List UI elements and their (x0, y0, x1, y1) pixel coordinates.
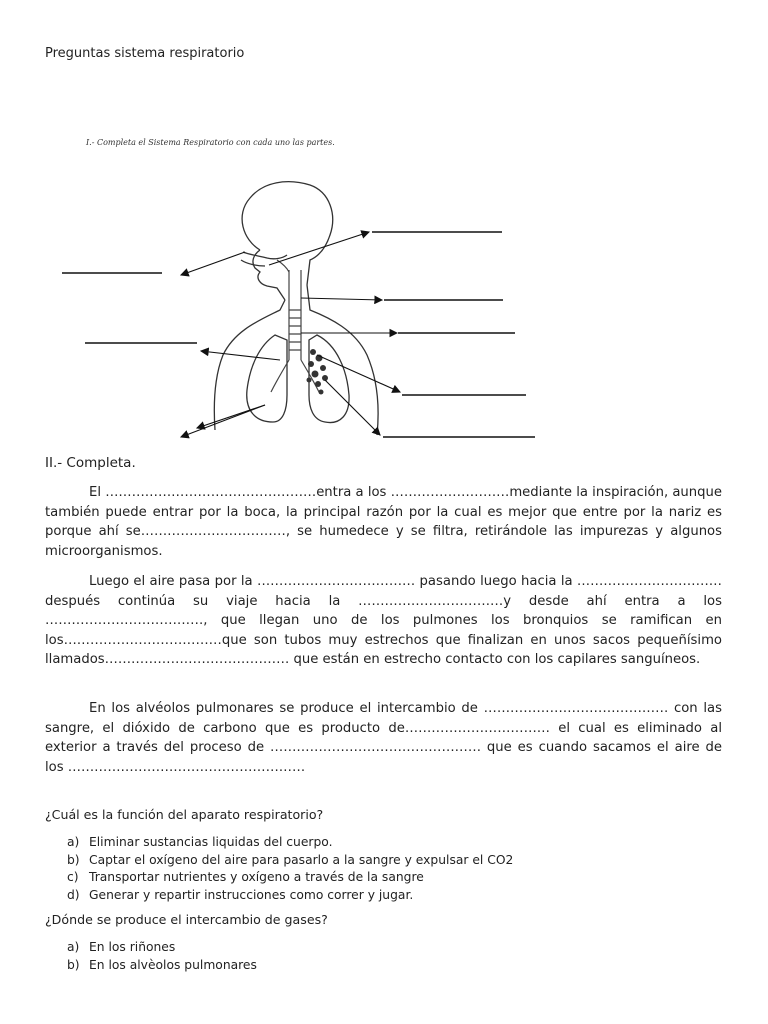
document-title: Preguntas sistema respiratorio (45, 46, 245, 61)
option-text: Generar y repartir instrucciones como correr y jugar. (89, 887, 414, 902)
paragraph-2: Luego el aire pasa por la ……………………………… pasando luego hacia la …………………………… después continúa su viaje hacia la ……………………………y desde ahí entra a los ………………………………, que llegan uno de los pulmones los bronquios se ramifican en los………………………………que son tubos muy estrechos que finalizan en unos sacos pequeñísimo llamados…………………………………… que están en estrecho contacto con los capilares sanguíneos. (45, 574, 722, 668)
question-1: ¿Cuál es la función del aparato respiratorio? (45, 807, 324, 822)
paragraph-3: En los alvéolos pulmonares se produce el intercambio de …………………………………… con las sangre, el dióxido de carbono que es producto de…………………………… el cual es eliminado al exterior a través del proceso de ………………………………………… que es cuando sacamos el aire de los ……………………………………………… (45, 701, 722, 775)
option-letter: d) (67, 887, 80, 902)
option-text: Captar el oxígeno del aire para pasarlo a la sangre y expulsar el CO2 (89, 852, 514, 867)
option-text: Eliminar sustancias liquidas del cuerpo. (89, 835, 333, 849)
question-2-options (67, 939, 257, 974)
option-text: En los riñones (89, 940, 176, 954)
option-item (67, 852, 513, 870)
question-2: ¿Dónde se produce el intercambio de gases? (45, 912, 328, 927)
section-title: II.- Completa. (45, 455, 136, 471)
option-item (67, 834, 513, 852)
option-letter: b) (67, 957, 80, 972)
figure-caption: I.- Completa el Sistema Respiratorio con cada uno las partes. (86, 138, 335, 147)
option-letter: b) (67, 852, 80, 867)
option-text: En los alvèolos pulmonares (89, 957, 257, 972)
option-item (67, 887, 513, 905)
option-text: Transportar nutrientes y oxígeno a través de la sangre (89, 870, 424, 884)
question-1-options (67, 834, 513, 904)
option-letter: a) (67, 835, 80, 849)
body-outline (214, 182, 378, 435)
airway (271, 260, 319, 392)
option-letter: a) (67, 940, 80, 954)
option-item (67, 869, 513, 887)
paragraph-1: El …………………………………………entra a los ………………………mediante la inspiración, aunque también puede entrar por la boca, la principal razón por la cual es mejor que entre por la nariz es porque ahí se……………………………, se humedece y se filtra, retirándole las impurezas y algunos microorganismos. (45, 485, 722, 559)
option-item (67, 957, 257, 975)
option-letter: c) (67, 870, 79, 884)
option-item (67, 939, 257, 957)
respiratory-system-diagram (55, 160, 545, 445)
